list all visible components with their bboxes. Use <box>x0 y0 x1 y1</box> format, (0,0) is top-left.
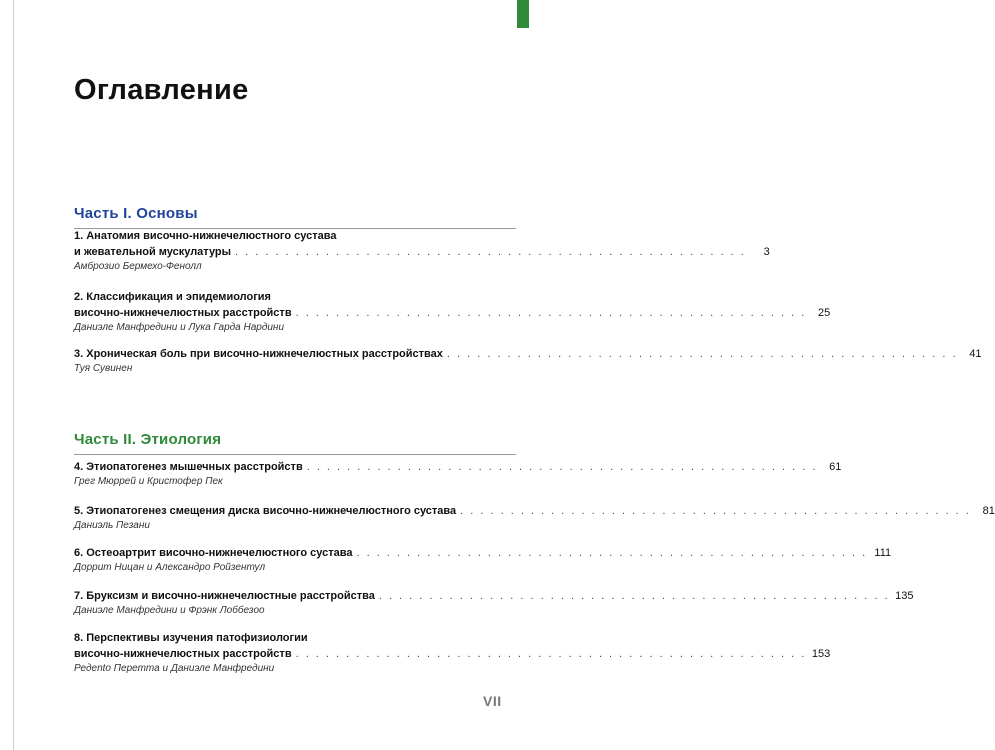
part-2-divider <box>74 454 516 455</box>
toc-entry-2-authors: Даниэле Манфредини и Лука Гарда Нардини <box>74 322 284 333</box>
toc-entry-3-page: 41 <box>969 348 982 360</box>
toc-entry-2-page: 25 <box>818 307 831 319</box>
toc-entry-3-title-line-1: 3. Хроническая боль при височно-нижнечелюстных расстройствах <box>74 348 443 360</box>
leader-dots: . . . . . . . . . . . . . . . . . . . . . . . . . . . . . . . . . . . . . . . . . . . . . . . . . . . <box>460 505 971 517</box>
chapter-color-tab <box>517 0 529 28</box>
toc-entry-1-authors: Амброзио Бермехо-Фенолл <box>74 261 202 272</box>
toc-entry-5-page: 81 <box>982 505 995 517</box>
toc-entry-8[interactable] <box>74 630 831 676</box>
page-title: Оглавление <box>74 74 249 106</box>
leader-dots: . . . . . . . . . . . . . . . . . . . . . . . . . . . . . . . . . . . . . . . . . . . . . . . . . . . <box>295 307 807 319</box>
toc-entry-1-title-line-2: и жевательной мускулатуры <box>74 246 232 258</box>
part-1-heading <box>74 205 198 222</box>
toc-entry-7-authors: Даниэле Манфредини и Фрэнк Лоббезоо <box>74 605 265 616</box>
toc-entry-7[interactable] <box>74 588 914 618</box>
leader-dots: . . . . . . . . . . . . . . . . . . . . . . . . . . . . . . . . . . . . . . . . . . . . . . . . . . . <box>306 461 818 473</box>
part-2-heading-text: Часть II. Этиология <box>74 431 222 448</box>
toc-entry-8-title-line-1: 8. Перспективы изучения патофизиологии <box>74 632 308 644</box>
toc-entry-2-title-line-1: 2. Классификация и эпидемиология <box>74 291 271 303</box>
toc-entry-3[interactable] <box>74 346 982 376</box>
toc-entry-5-title-line-1: 5. Этиопатогенез смещения диска височно-нижнечелюстного сустава <box>74 505 457 517</box>
page-edge-line <box>13 0 14 750</box>
leader-dots: . . . . . . . . . . . . . . . . . . . . . . . . . . . . . . . . . . . . . . . . . . . . . . . . . . . <box>378 590 890 602</box>
page-number: VII <box>483 693 502 709</box>
leader-dots: . . . . . . . . . . . . . . . . . . . . . . . . . . . . . . . . . . . . . . . . . . . . . . . . . . . <box>235 246 746 258</box>
leader-dots: . . . . . . . . . . . . . . . . . . . . . . . . . . . . . . . . . . . . . . . . . . . . . . . . . . . <box>446 348 958 360</box>
toc-entry-1[interactable] <box>74 228 770 274</box>
toc-entry-5[interactable] <box>74 503 995 533</box>
toc-entry-6-title-line-1: 6. Остеоартрит височно-нижнечелюстного сустава <box>74 547 353 559</box>
toc-entry-4-page: 61 <box>829 461 842 473</box>
toc-entry-5-authors: Даниэль Пезани <box>74 520 150 531</box>
toc-entry-4[interactable] <box>74 459 842 489</box>
toc-entry-4-authors: Грег Мюррей и Кристофер Пек <box>74 476 223 487</box>
toc-entry-3-authors: Туя Сувинен <box>74 363 133 374</box>
toc-entry-7-page: 135 <box>895 590 914 602</box>
toc-entry-8-page: 153 <box>811 648 831 660</box>
toc-entry-2-title-line-2: височно-нижнечелюстных расстройств <box>74 307 292 319</box>
toc-entry-1-title-line-1: 1. Анатомия височно-нижнечелюстного сустава <box>74 230 337 242</box>
toc-entry-1-page: 3 <box>763 246 770 258</box>
toc-entry-6-page: 111 <box>874 547 892 559</box>
part-1-heading-text: Часть I. Основы <box>74 205 198 222</box>
leader-dots: . . . . . . . . . . . . . . . . . . . . . . . . . . . . . . . . . . . . . . . . . . . . . . . . . . . <box>356 547 868 559</box>
toc-entry-8-authors: Редento Перетта и Даниэле Манфредини <box>74 663 275 674</box>
toc-entry-6-authors: Доррит Ницан и Александро Ройзентул <box>74 562 266 573</box>
toc-entry-8-title-line-2: височно-нижнечелюстных расстройств <box>74 648 292 660</box>
part-2-heading <box>74 431 221 448</box>
toc-entry-6[interactable] <box>74 545 892 575</box>
toc-entry-7-title-line-1: 7. Бруксизм и височно-нижнечелюстные расстройства <box>74 590 375 602</box>
leader-dots: . . . . . . . . . . . . . . . . . . . . . . . . . . . . . . . . . . . . . . . . . . . . . . . . . . . <box>295 648 807 660</box>
toc-entry-4-title-line-1: 4. Этиопатогенез мышечных расстройств <box>74 461 303 473</box>
toc-entry-2[interactable] <box>74 289 831 335</box>
